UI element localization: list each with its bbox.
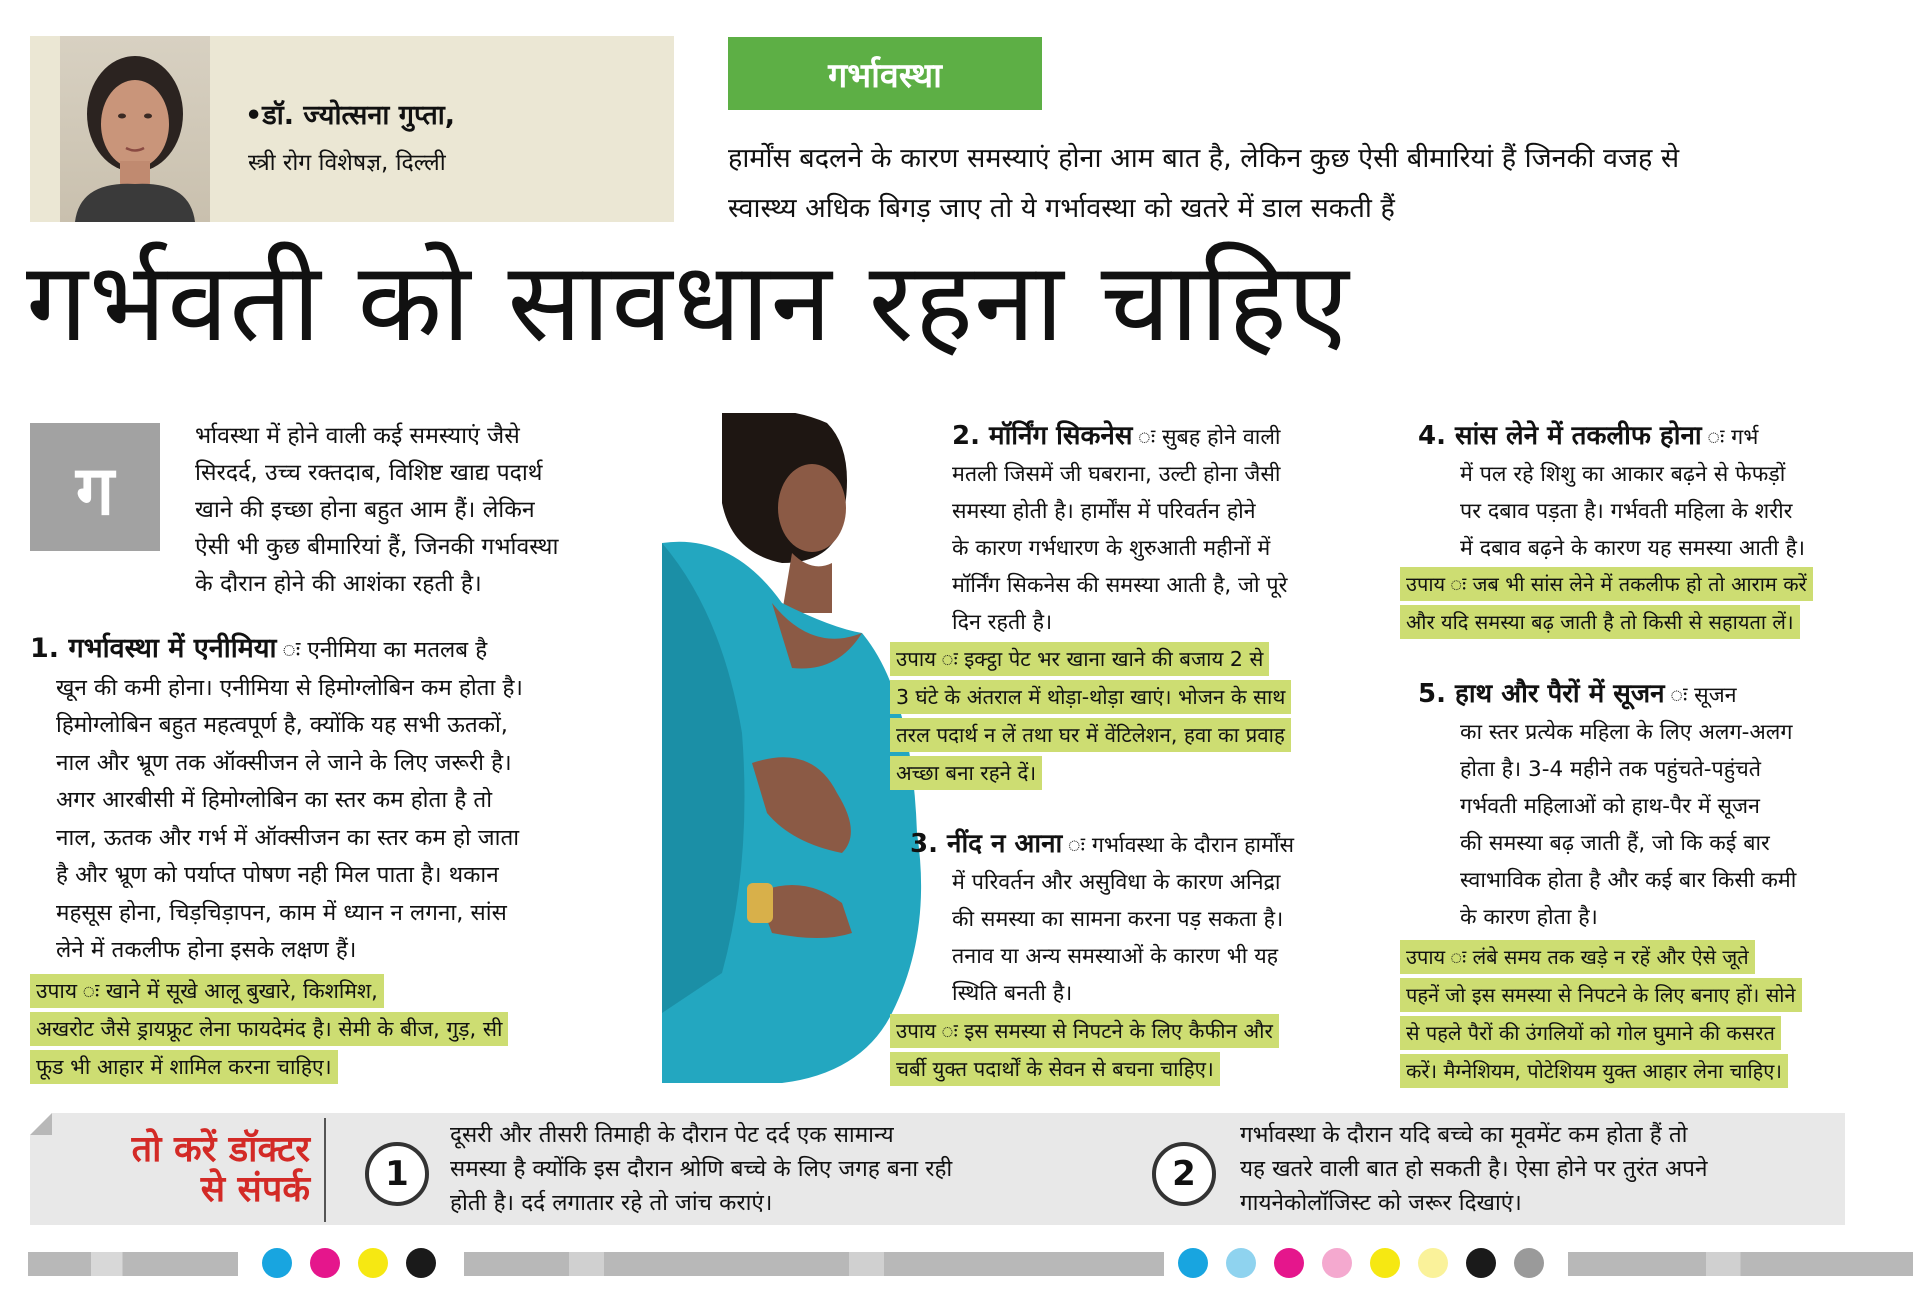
doctor-item-line: दूसरी और तीसरी तिमाही के दौरान पेट दर्द एक सामान्य — [450, 1122, 894, 1148]
registration-dot — [1226, 1248, 1256, 1278]
section-breathing-line: में पल रहे शिशु का आकार बढ़ने से फेफड़ों — [1460, 462, 1786, 487]
registration-bar — [1568, 1252, 1913, 1276]
registration-dot — [262, 1248, 292, 1278]
section-morning-sickness-title: 2. मॉर्निंग सिकनेस — [952, 421, 1133, 451]
lead-line: खाने की इच्छा होना बहुत आम हैं। लेकिन — [195, 497, 535, 523]
doctor-item-number: 1 — [385, 1154, 409, 1194]
section-anemia-line: हिमोग्लोबिन बहुत महत्वपूर्ण है, क्योंकि यह सभी ऊतकों, — [56, 712, 508, 738]
doctor-item-line: गर्भावस्था के दौरान यदि बच्चे का मूवमेंट कम होता हैं तो — [1240, 1122, 1688, 1148]
tip-line: उपाय ः इक्ट्ठा पेट भर खाना खाने की बजाय 2 से — [890, 642, 1269, 676]
tip-line: उपाय ः खाने में सूखे आलू बुखारे, किशमिश, — [30, 974, 384, 1008]
doctor-item-line: गायनेकोलॉजिस्ट को जरूर दिखाएं। — [1240, 1190, 1522, 1216]
doctor-box-fold-corner — [30, 1113, 52, 1135]
tip-line: तरल पदार्थ न लें तथा घर में वेंटिलेशन, हवा का प्रवाह — [890, 718, 1291, 752]
tip-line: उपाय ः जब भी सांस लेने में तकलीफ हो तो आराम करें — [1400, 567, 1813, 601]
section-insomnia — [910, 826, 1294, 1012]
doctor-box-divider — [324, 1118, 326, 1222]
dropcap — [30, 423, 160, 551]
section-morning-sickness — [952, 418, 1287, 641]
registration-bar — [28, 1252, 238, 1276]
tip-line: चर्बी युक्त पदार्थों के सेवन से बचना चाहिए। — [890, 1052, 1220, 1086]
lead-paragraph — [195, 418, 558, 603]
lead-line: के दौरान होने की आशंका रहती है। — [195, 571, 482, 597]
section-morning-sickness-line: मॉर्निंग सिकनेस की समस्या आती है, जो पूरे — [952, 573, 1288, 598]
doctor-item-number-badge — [365, 1142, 429, 1206]
section-swelling-line: स्वाभाविक होता है और कई बार किसी कमी — [1460, 868, 1797, 893]
print-registration-strip — [28, 1248, 1918, 1280]
section-breathing-line: ः गर्भ — [1724, 425, 1759, 450]
registration-dot — [358, 1248, 388, 1278]
doctor-item-text — [1240, 1118, 1707, 1220]
headline: गर्भवती को सावधान रहना चाहिए — [26, 238, 1350, 366]
dropcap-letter: ग — [75, 451, 115, 531]
section-swelling-line: की समस्या बढ़ जाती हैं, जो कि कई बार — [1460, 831, 1770, 856]
tip-line: फूड भी आहार में शामिल करना चाहिए। — [30, 1050, 338, 1084]
section-breathing-title: 4. सांस लेने में तकलीफ होना — [1418, 421, 1702, 451]
registration-dot — [1514, 1248, 1544, 1278]
tip-breathing — [1400, 567, 1813, 643]
section-breathing — [1418, 418, 1805, 567]
section-swelling-line: ः सूजन — [1687, 683, 1737, 708]
tip-line: 3 घंटे के अंतराल में थोड़ा-थोड़ा खाएं। भोजन के साथ — [890, 680, 1291, 714]
section-insomnia-title: 3. नींद न आना — [910, 829, 1063, 859]
registration-dot — [1274, 1248, 1304, 1278]
registration-bar — [464, 1252, 1164, 1276]
section-swelling-title: 5. हाथ और पैरों में सूजन — [1418, 679, 1665, 709]
section-swelling-line: का स्तर प्रत्येक महिला के लिए अलग-अलग — [1460, 720, 1793, 745]
section-swelling-line: गर्भवती महिलाओं को हाथ-पैर में सूजन — [1460, 794, 1760, 819]
section-anemia-line: लेने में तकलीफ होना इसके लक्षण हैं। — [56, 937, 357, 963]
intro-text — [728, 134, 1679, 234]
section-swelling-line: होता है। 3-4 महीने तक पहुंचते-पहुंचते — [1460, 757, 1762, 782]
section-morning-sickness-line: मतली जिसमें जी घबराना, उल्टी होना जैसी — [952, 462, 1281, 487]
doctor-box-title-line: तो करें डॉक्टर — [131, 1129, 310, 1170]
section-morning-sickness-line: समस्या होती है। हार्मोंस में परिवर्तन होने — [952, 499, 1256, 524]
author-photo — [60, 36, 210, 222]
section-morning-sickness-line: दिन रहती है। — [952, 610, 1053, 635]
tip-line: अच्छा बना रहने दें। — [890, 756, 1042, 790]
author-name: •डॉ. ज्योत्सना गुप्ता, — [245, 100, 455, 131]
lead-line: सिरदर्द, उच्च रक्तदाब, विशिष्ट खाद्य पदार्थ — [195, 460, 543, 486]
tip-line: से पहले पैरों की उंगलियों को गोल घुमाने की कसरत — [1400, 1016, 1781, 1050]
lead-line: ऐसी भी कुछ बीमारियां हैं, जिनकी गर्भावस्था — [195, 534, 559, 560]
doctor-box-title-line: से संपर्क — [200, 1169, 310, 1210]
tip-morning-sickness — [890, 642, 1291, 794]
registration-dot — [1370, 1248, 1400, 1278]
doctor-item-line: यह खतरे वाली बात हो सकती है। ऐसा होने पर तुरंत अपने — [1240, 1156, 1708, 1182]
doctor-box-title — [70, 1130, 310, 1210]
lead-line: र्भावस्था में होने वाली कई समस्याएं जैसे — [195, 423, 520, 449]
section-morning-sickness-line: के कारण गर्भधारण के शुरुआती महीनों में — [952, 536, 1271, 561]
section-breathing-line: में दबाव बढ़ने के कारण यह समस्या आती है। — [1460, 536, 1806, 561]
tip-line: करें। मैग्नेशियम, पोटेशियम युक्त आहार लेना चाहिए। — [1400, 1054, 1788, 1088]
section-insomnia-line: में परिवर्तन और असुविधा के कारण अनिद्रा — [952, 870, 1281, 895]
section-morning-sickness-line: ः सुबह होने वाली — [1155, 425, 1281, 450]
section-anemia-line: खून की कमी होना। एनीमिया से हिमोग्लोबिन कम होता है। — [56, 674, 523, 701]
tip-anemia — [30, 974, 508, 1088]
doctor-item-line: होती है। दर्द लगातार रहे तो जांच कराएं। — [450, 1190, 773, 1216]
section-anemia-line: महसूस होना, चिड़चिड़ापन, काम में ध्यान न लगना, सांस — [56, 899, 507, 926]
doctor-item-number: 2 — [1172, 1154, 1196, 1194]
registration-dot — [1466, 1248, 1496, 1278]
tip-line: उपाय ः लंबे समय तक खड़े न रहें और ऐसे जूते — [1400, 940, 1755, 974]
section-anemia-line: नाल, ऊतक और गर्भ में ऑक्सीजन का स्तर कम हो जाता — [56, 824, 520, 851]
section-anemia-line: ः एनीमिया का मतलब है — [300, 637, 488, 663]
section-swelling-line: के कारण होता है। — [1460, 905, 1598, 930]
tip-line: अखरोट जैसे ड्रायफ्रूट लेना फायदेमंद है। सेमी के बीज, गुड़, सी — [30, 1012, 508, 1046]
registration-dot — [1178, 1248, 1208, 1278]
registration-dot — [1322, 1248, 1352, 1278]
section-insomnia-line: तनाव या अन्य समस्याओं के कारण भी यह — [952, 944, 1279, 969]
doctor-item-text — [450, 1118, 952, 1220]
section-insomnia-line: स्थिति बनती है। — [952, 981, 1073, 1006]
section-anemia-line: नाल और भ्रूण तक ऑक्सीजन ले जाने के लिए जरूरी है। — [56, 749, 512, 776]
section-anemia-title: 1. गर्भावस्था में एनीमिया — [30, 633, 277, 664]
section-anemia — [30, 630, 523, 970]
section-swelling — [1418, 676, 1796, 936]
registration-dot — [310, 1248, 340, 1278]
section-breathing-line: पर दबाव पड़ता है। गर्भवती महिला के शरीर — [1460, 499, 1793, 524]
tip-line: पहनें जो इस समस्या से निपटने के लिए बनाए हों। सोने — [1400, 978, 1802, 1012]
registration-dot — [406, 1248, 436, 1278]
section-insomnia-line: की समस्या का सामना करना पड़ सकता है। — [952, 907, 1284, 932]
intro-line: हार्मोंस बदलने के कारण समस्याएं होना आम बात है, लेकिन कुछ ऐसी बीमारियां हैं जिनकी वजह से — [728, 143, 1680, 174]
registration-dot — [1418, 1248, 1448, 1278]
section-anemia-line: अगर आरबीसी में हिमोग्लोबिन का स्तर कम होता है तो — [56, 787, 493, 813]
section-anemia-line: है और भ्रूण को पर्याप्त पोषण नही मिल पाता है। थकान — [56, 862, 499, 888]
author-designation: स्त्री रोग विशेषज्ञ, दिल्ली — [248, 150, 446, 176]
section-tag — [728, 37, 1042, 110]
section-insomnia-line: ः गर्भावस्था के दौरान हार्मोंस — [1084, 833, 1295, 858]
tip-line: उपाय ः इस समस्या से निपटने के लिए कैफीन और — [890, 1014, 1279, 1048]
intro-line: स्वास्थ्य अधिक बिगड़ जाए तो ये गर्भावस्था को खतरे में डाल सकती हैं — [728, 193, 1395, 224]
section-tag-label: गर्भावस्था — [828, 55, 942, 96]
tip-insomnia — [890, 1014, 1279, 1090]
doctor-item-line: समस्या है क्योंकि इस दौरान श्रोणि बच्चे के लिए जगह बना रही — [450, 1156, 953, 1182]
doctor-item-number-badge — [1152, 1142, 1216, 1206]
tip-line: और यदि समस्या बढ़ जाती है तो किसी से सहायता लें। — [1400, 605, 1800, 639]
tip-swelling — [1400, 940, 1802, 1092]
